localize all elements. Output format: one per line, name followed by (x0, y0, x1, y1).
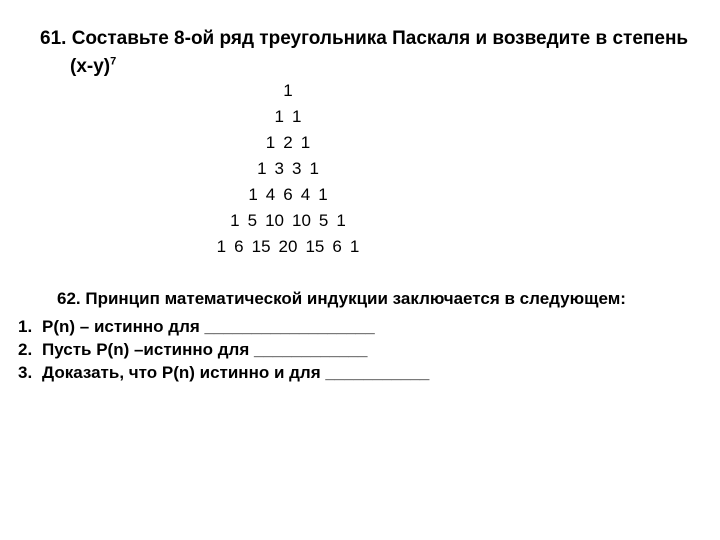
triangle-row (0, 78, 576, 104)
triangle-number: 1 (265, 133, 276, 152)
triangle-number: 15 (251, 237, 271, 256)
triangle-number: 4 (265, 185, 276, 204)
triangle-number: 1 (292, 107, 302, 126)
list-item-text: Р(n) – истинно для __________________ (42, 317, 375, 336)
list-item (18, 361, 429, 384)
triangle-number: 6 (332, 237, 342, 256)
triangle-row (0, 130, 576, 156)
triangle-number: 1 (336, 211, 346, 230)
triangle-number: 15 (305, 237, 325, 256)
triangle-number: 2 (283, 133, 293, 152)
triangle-number: 3 (274, 159, 284, 178)
triangle-number: 1 (230, 211, 240, 230)
triangle-number: 1 (309, 159, 319, 178)
triangle-number: 10 (292, 211, 311, 230)
list-item-number: 1. (18, 317, 33, 336)
triangle-row (0, 234, 576, 260)
triangle-number: 3 (292, 159, 302, 178)
triangle-number: 1 (216, 237, 227, 256)
expression-base: (х-у) (70, 56, 111, 77)
triangle-number: 4 (300, 185, 311, 204)
triangle-number: 1 (318, 185, 328, 204)
question-62-title: 62. Принцип математической индукции заключается в следующем: (57, 289, 626, 308)
triangle-number: 5 (318, 211, 329, 230)
list-item-text: Доказать, что Р(n) истинно и для ___________ (42, 363, 430, 382)
list-item-text: Пусть Р(n) –истинно для ____________ (42, 340, 368, 359)
triangle-number: 5 (247, 211, 258, 230)
triangle-number: 1 (257, 159, 267, 178)
list-item-number: 2. (18, 340, 33, 359)
triangle-number: 1 (349, 237, 360, 256)
triangle-row (0, 156, 576, 182)
list-item-number: 3. (18, 363, 33, 382)
list-item (18, 315, 429, 338)
triangle-number: 20 (278, 237, 298, 256)
triangle-row (0, 104, 576, 130)
triangle-number: 1 (248, 185, 258, 204)
expression-power: 7 (110, 55, 117, 68)
triangle-row (0, 182, 576, 208)
triangle-number: 6 (283, 185, 293, 204)
induction-steps-list (18, 315, 429, 384)
triangle-number: 1 (283, 81, 293, 100)
binomial-expression (70, 56, 116, 78)
pascal-triangle (0, 78, 576, 260)
triangle-number: 1 (274, 107, 284, 126)
triangle-number: 1 (300, 133, 311, 152)
question-61-title: 61. Составьте 8-ой ряд треугольника Паскаля и возведите в степень (40, 28, 689, 49)
list-item (18, 338, 429, 361)
triangle-row (0, 208, 576, 234)
triangle-number: 10 (265, 211, 284, 230)
triangle-number: 6 (234, 237, 244, 256)
